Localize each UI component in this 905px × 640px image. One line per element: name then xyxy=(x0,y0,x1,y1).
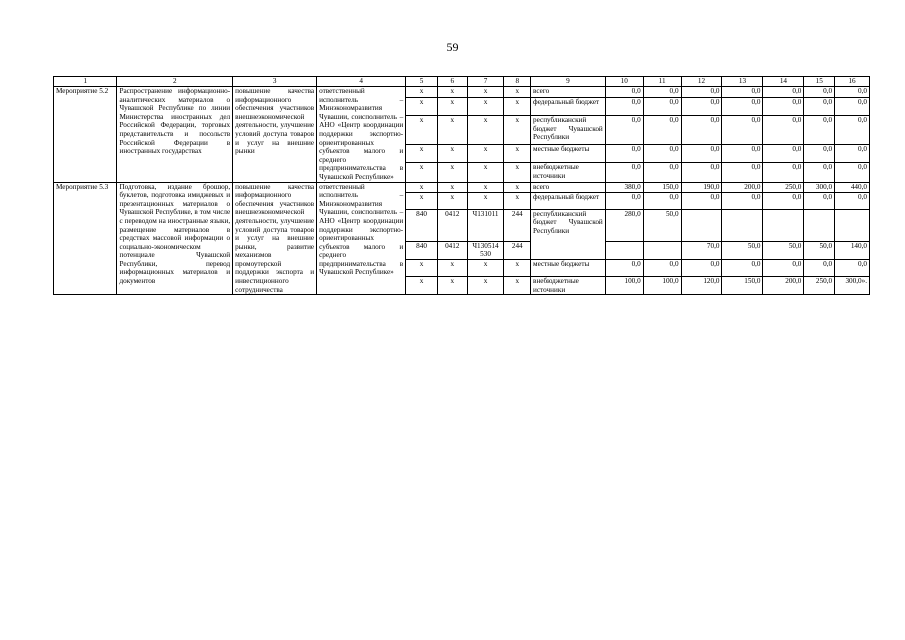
year-amount: 0,0 xyxy=(835,115,870,144)
year-amount: 0,0 xyxy=(835,162,870,182)
target-article-code: x xyxy=(467,182,504,192)
section-code: x xyxy=(437,115,467,144)
year-amount: 440,0 xyxy=(835,182,870,192)
funding-source: внебюджетные источники xyxy=(531,277,606,295)
funding-source: федеральный бюджет xyxy=(531,97,606,115)
year-amount: 50,0 xyxy=(804,241,835,259)
measure-goal: повышение качества информационного обеспечения участников внешнеэкономической деятельности, улучшение условий доступа товаров и услуг на внешние рынки xyxy=(233,87,317,183)
year-amount: 0,0 xyxy=(605,260,643,277)
funding-source: республиканский бюджет Чувашской Республики xyxy=(531,115,606,144)
grbs-code: x xyxy=(406,260,438,277)
year-amount: 0,0 xyxy=(722,87,763,98)
target-article-code: Ч130514 530 xyxy=(467,241,504,259)
column-number-header: 2 xyxy=(117,77,233,87)
year-amount xyxy=(681,209,722,241)
year-amount: 0,0 xyxy=(681,192,722,209)
year-amount: 0,0 xyxy=(643,192,681,209)
section-code: x xyxy=(437,162,467,182)
section-code: x xyxy=(437,192,467,209)
funding-source: республиканский бюджет Чувашской Республики xyxy=(531,209,606,260)
year-amount: 0,0 xyxy=(605,144,643,162)
year-amount: 0,0 xyxy=(722,115,763,144)
year-amount: 0,0 xyxy=(643,144,681,162)
page-number: 59 xyxy=(446,40,459,54)
target-article-code: x xyxy=(467,115,504,144)
year-amount: 0,0 xyxy=(835,144,870,162)
year-amount: 0,0 xyxy=(605,192,643,209)
measure-responsible: ответственный исполнитель – Минэкономразвития Чувашии, соисполнитель – АНО «Центр координации поддержки экспортно-ориентированных субъектов малого и среднего предпринимательства в Чувашской Республике» xyxy=(317,182,406,295)
expense-type-code: x xyxy=(504,87,531,98)
measure-name: Мероприятие 5.3 xyxy=(54,182,117,295)
grbs-code: x xyxy=(406,97,438,115)
column-number-header: 5 xyxy=(406,77,438,87)
expense-type-code: x xyxy=(504,144,531,162)
expense-type-code: x xyxy=(504,115,531,144)
grbs-code: x xyxy=(406,144,438,162)
year-amount: 0,0 xyxy=(681,115,722,144)
grbs-code: x xyxy=(406,87,438,98)
target-article-code: x xyxy=(467,97,504,115)
year-amount: 0,0 xyxy=(643,162,681,182)
column-number-header: 12 xyxy=(681,77,722,87)
year-amount: 0,0 xyxy=(763,260,804,277)
measure-description: Подготовка, издание брошюр, буклетов, подготовка имиджевых и презентационных материалов о Чувашской Республике, в том числе с переводом на иностранные языки, размещение материалов в средствах массовой информации о социально-экономическом потенциале Чувашской Республики, перевод информационных материалов и документов xyxy=(117,182,233,295)
target-article-code: x xyxy=(467,87,504,98)
column-number-header: 10 xyxy=(605,77,643,87)
measure-goal: повышение качества информационного обеспечения участников внешнеэкономической деятельности, улучшение условий доступа товаров и услуг на внешние рынки, развитие механизмов промоутерской поддержки экспорта и инвестиционного сотрудничества xyxy=(233,182,317,295)
year-amount: 140,0 xyxy=(835,241,870,259)
year-amount: 0,0 xyxy=(643,260,681,277)
year-amount: 0,0 xyxy=(722,97,763,115)
year-amount: 200,0 xyxy=(722,182,763,192)
expense-type-code: x xyxy=(504,260,531,277)
target-article-code: x xyxy=(467,192,504,209)
year-amount: 50,0 xyxy=(763,241,804,259)
expense-type-code: 244 xyxy=(504,241,531,259)
year-amount: 0,0 xyxy=(804,115,835,144)
expense-type-code: 244 xyxy=(504,209,531,241)
measure-description: Распространение информационно-аналитических материалов о Чувашской Республике по линии Министерства иностранных дел Российской Федерации, торговых представительств и посольств Российской Федерации в иностранных государствах xyxy=(117,87,233,183)
year-amount: 0,0 xyxy=(804,260,835,277)
year-amount: 100,0 xyxy=(643,277,681,295)
column-number-header: 16 xyxy=(835,77,870,87)
column-number-header: 11 xyxy=(643,77,681,87)
table-row xyxy=(54,87,870,98)
funding-source: внебюджетные источники xyxy=(531,162,606,182)
column-number-header: 6 xyxy=(437,77,467,87)
year-amount: 0,0 xyxy=(835,260,870,277)
column-number-header: 9 xyxy=(531,77,606,87)
measure-responsible: ответственный исполнитель – Минэкономразвития Чувашии, соисполнитель – АНО «Центр координации поддержки экспортно-ориентированных субъектов малого и среднего предпринимательства в Чувашской Республике» xyxy=(317,87,406,183)
year-amount: 0,0 xyxy=(804,87,835,98)
year-amount: 0,0 xyxy=(763,115,804,144)
year-amount: 0,0 xyxy=(763,87,804,98)
year-amount: 0,0 xyxy=(681,260,722,277)
section-code: 0412 xyxy=(437,209,467,241)
year-amount: 50,0 xyxy=(643,209,681,241)
year-amount: 0,0 xyxy=(804,192,835,209)
target-article-code: x xyxy=(467,277,504,295)
year-amount: 0,0 xyxy=(681,97,722,115)
funding-source: местные бюджеты xyxy=(531,144,606,162)
year-amount: 0,0 xyxy=(605,115,643,144)
year-amount: 0,0 xyxy=(804,144,835,162)
grbs-code: x xyxy=(406,115,438,144)
funding-source: всего xyxy=(531,87,606,98)
section-code: x xyxy=(437,260,467,277)
funding-source: всего xyxy=(531,182,606,192)
year-amount: 0,0 xyxy=(763,144,804,162)
year-amount: 50,0 xyxy=(722,241,763,259)
year-amount: 0,0 xyxy=(835,97,870,115)
year-amount: 250,0 xyxy=(763,182,804,192)
expense-type-code: x xyxy=(504,192,531,209)
section-code: x xyxy=(437,87,467,98)
year-amount: 0,0 xyxy=(681,162,722,182)
grbs-code: x xyxy=(406,192,438,209)
target-article-code: x xyxy=(467,260,504,277)
year-amount: 0,0 xyxy=(763,192,804,209)
year-amount xyxy=(763,209,804,241)
section-code: 0412 xyxy=(437,241,467,259)
year-amount: 280,0 xyxy=(605,209,643,241)
year-amount xyxy=(605,241,643,259)
year-amount: 200,0 xyxy=(763,277,804,295)
year-amount: 0,0 xyxy=(643,97,681,115)
column-number-row xyxy=(54,77,870,87)
expense-type-code: x xyxy=(504,97,531,115)
year-amount xyxy=(722,209,763,241)
grbs-code: x xyxy=(406,162,438,182)
year-amount: 0,0 xyxy=(835,192,870,209)
year-amount: 0,0 xyxy=(804,97,835,115)
year-amount: 100,0 xyxy=(605,277,643,295)
grbs-code: 840 xyxy=(406,241,438,259)
measure-name: Мероприятие 5.2 xyxy=(54,87,117,183)
budget-table xyxy=(53,76,870,295)
column-number-header: 3 xyxy=(233,77,317,87)
expense-type-code: x xyxy=(504,162,531,182)
year-amount: 0,0 xyxy=(763,97,804,115)
expense-type-code: x xyxy=(504,277,531,295)
grbs-code: x xyxy=(406,182,438,192)
table-row xyxy=(54,182,870,192)
year-amount xyxy=(643,241,681,259)
year-amount: 0,0 xyxy=(722,162,763,182)
year-amount: 0,0 xyxy=(804,162,835,182)
year-amount: 150,0 xyxy=(722,277,763,295)
year-amount: 0,0 xyxy=(643,87,681,98)
grbs-code: 840 xyxy=(406,209,438,241)
column-number-header: 15 xyxy=(804,77,835,87)
section-code: x xyxy=(437,144,467,162)
column-number-header: 7 xyxy=(467,77,504,87)
target-article-code: x xyxy=(467,144,504,162)
year-amount: 0,0 xyxy=(722,260,763,277)
column-number-header: 14 xyxy=(763,77,804,87)
year-amount: 0,0 xyxy=(763,162,804,182)
year-amount xyxy=(835,209,870,241)
year-amount: 120,0 xyxy=(681,277,722,295)
column-number-header: 4 xyxy=(317,77,406,87)
year-amount: 150,0 xyxy=(643,182,681,192)
year-amount: 250,0 xyxy=(804,277,835,295)
target-article-code: Ч131011 xyxy=(467,209,504,241)
year-amount: 190,0 xyxy=(681,182,722,192)
year-amount: 0,0 xyxy=(605,97,643,115)
target-article-code: x xyxy=(467,162,504,182)
year-amount: 0,0 xyxy=(681,87,722,98)
section-code: x xyxy=(437,97,467,115)
section-code: x xyxy=(437,182,467,192)
year-amount: 70,0 xyxy=(681,241,722,259)
year-amount: 0,0 xyxy=(835,87,870,98)
year-amount: 0,0 xyxy=(605,162,643,182)
year-amount: 0,0 xyxy=(722,192,763,209)
year-amount: 0,0 xyxy=(605,87,643,98)
expense-type-code: x xyxy=(504,182,531,192)
year-amount: 300,0 xyxy=(804,182,835,192)
year-amount: 0,0 xyxy=(681,144,722,162)
funding-source: местные бюджеты xyxy=(531,260,606,277)
column-number-header: 8 xyxy=(504,77,531,87)
year-amount: 0,0 xyxy=(722,144,763,162)
column-number-header: 1 xyxy=(54,77,117,87)
year-amount: 380,0 xyxy=(605,182,643,192)
year-amount: 0,0 xyxy=(643,115,681,144)
funding-source: федеральный бюджет xyxy=(531,192,606,209)
year-amount: 300,0». xyxy=(835,277,870,295)
column-number-header: 13 xyxy=(722,77,763,87)
grbs-code: x xyxy=(406,277,438,295)
section-code: x xyxy=(437,277,467,295)
year-amount xyxy=(804,209,835,241)
